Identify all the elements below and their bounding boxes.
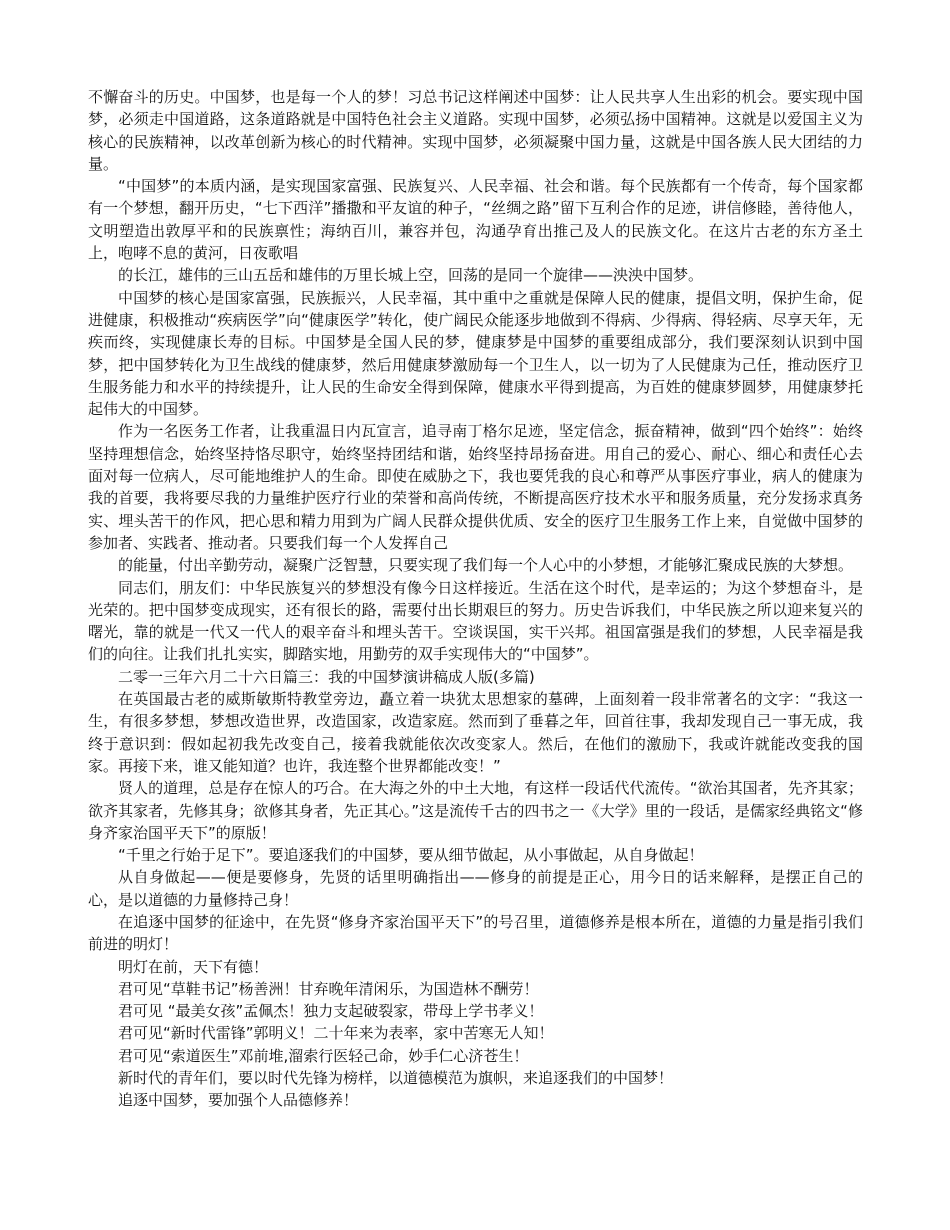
paragraph: 不懈奋斗的历史。中国梦，也是每一个人的梦！习总书记这样阐述中国梦：让人民共享人生出彩的机会。要实现中国梦，必须走中国道路，这条道路就是中国特色社会主义道路。实现中国梦，必须弘扬中国精神。这就是以爱国主义为核心的民族精神，以改革创新为核心的时代精神。实现中国梦，必须凝聚中国力量，这就是中国各族人民大团结的力量。 (88, 88, 863, 173)
paragraph: 的能量，付出辛勤劳动，凝聚广泛智慧，只要实现了我们每一个人心中的小梦想，才能够汇聚成民族的大梦想。 (118, 556, 854, 575)
paragraph: 在追逐中国梦的征途中，在先贤“修身齐家治国平天下”的号召里，道德修养是根本所在，道德的力量是指引我们前进的明灯！ (88, 912, 863, 954)
paragraph: 从自身做起——便是要修身，先贤的话里明确指出——修身的前提是正心，用今日的话来解释，是摆正自己的心，是以道德的力量修持己身！ (88, 868, 863, 909)
paragraph: 明灯在前，天下有德！ (118, 957, 269, 976)
paragraph: 君可见“草鞋书记”杨善洲！甘弃晚年清闲乐，为国造林不酬劳！ (118, 979, 539, 998)
paragraph: “千里之行始于足下”。要追逐我们的中国梦，要从细节做起，从小事做起，从自身做起！ (118, 846, 704, 865)
paragraph: 君可见 “最美女孩”孟佩杰！独力支起破裂家，带母上学书孝义！ (118, 1002, 544, 1021)
paragraph: 同志们，朋友们：中华民族复兴的梦想没有像今日这样接近。生活在这个时代，是幸运的；为这个梦想奋斗，是光荣的。把中国梦变成现实，还有很长的路，需要付出长期艰巨的努力。历史告诉我们，中华民族之所以迎来复兴的曙光，靠的就是一代又一代人的艰辛奋斗和埋头苦干。空谈误国，实干兴邦。祖国富强是我们的梦想，人民幸福是我们的向往。让我们扎扎实实，脚踏实地，用勤劳的双手实现伟大的“中国梦”。 (88, 578, 863, 664)
paragraph: 的长江，雄伟的三山五岳和雄伟的万里长城上空，回荡的是同一个旋律——泱泱中国梦。 (118, 266, 704, 285)
paragraph: 作为一名医务工作者，让我重温日内瓦宣言，追寻南丁格尔足迹，坚定信念，振奋精神，做到“四个始终”：始终坚持理想信念，始终坚持恪尽职守，始终坚持团结和谐，始终坚持昂扬奋进。用自己的爱心、耐心、细心和责任心去面对每一位病人，尽可能地维护人的生命。即使在威胁之下，我也要凭我的良心和尊严从事医疗事业，病人的健康为我的首要，我将要尽我的力量维护医疗行业的荣誉和高尚传统，不断提高医疗技术水平和服务质量，充分发扬求真务实、埋头苦干的作风，把心思和精力用到为广阔人民群众提供优质、安全的医疗卫生服务工作上来，自觉做中国梦的参加者、实践者、推动者。只要我们每一个人发挥自己 (88, 422, 863, 552)
paragraph: 在英国最古老的威斯敏斯特教堂旁边，矗立着一块犹太思想家的墓碑，上面刻着一段非常著名的文字：“我这一生，有很多梦想，梦想改造世界，改造国家，改造家庭。然而到了垂暮之年，回首往事，我却发现自己一事无成，我终于意识到：假如起初我先改变自己，接着我就能依次改变家人。然后，在他们的激励下，我或许就能改变我的国家。再接下来，谁又能知道？也许，我连整个世界都能改变！” (88, 690, 863, 775)
paragraph: 追逐中国梦，要加强个人品德修养！ (118, 1091, 359, 1110)
paragraph: 贤人的道理，总是存在惊人的巧合。在大海之外的中土大地，有这样一段话代代流传。“欲治其国者，先齐其家；欲齐其家者，先修其身；欲修其身者，先正其心。”这是流传千古的四书之一《大学》里的一段话，是儒家经典铭文“修身齐家治国平天下”的原版！ (88, 779, 863, 842)
paragraph: 新时代的青年们，要以时代先锋为榜样，以道德模范为旗帜，来追逐我们的中国梦！ (118, 1069, 674, 1088)
paragraph: 君可见“新时代雷锋”郭明义！二十年来为表率，家中苦寒无人知！ (118, 1024, 554, 1043)
document-body (88, 86, 863, 1112)
paragraph: 君可见“索道医生”邓前堆,溜索行医轻己命，妙手仁心济苍生！ (118, 1046, 529, 1065)
paragraph: “中国梦”的本质内涵，是实现国家富强、民族复兴、人民幸福、社会和谐。每个民族都有一个传奇，每个国家都有一个梦想，翻开历史，“七下西洋”播撒和平友谊的种子，“丝绸之路”留下互利合作的足迹，讲信修睦，善待他人，文明塑造出敦厚平和的民族禀性；海纳百川，兼容并包，沟通孕育出推己及人的民族文化。在这片古老的东方圣土上，咆哮不息的黄河，日夜歌唱 (88, 177, 863, 263)
paragraph: 中国梦的核心是国家富强，民族振兴，人民幸福，其中重中之重就是保障人民的健康，提倡文明，保护生命，促进健康，积极推动“疾病医学”向“健康医学”转化，使广阔民众能逐步地做到不得病、少得病、得轻病、尽享天年，无疾而终，实现健康长寿的目标。中国梦是全国人民的梦，健康梦是中国梦的重要组成部分，我们要深刻认识到中国梦，把中国梦转化为卫生战线的健康梦，然后用健康梦激励每一个卫生人，以一切为了人民健康为己任，推动医疗卫生服务能力和水平的持续提升，让人民的生命安全得到保障，健康水平得到提高，为百姓的健康梦圆梦，用健康梦托起伟大的中国梦。 (88, 288, 863, 419)
section-heading: 二零一三年六月二十六日篇三：我的中国梦演讲稿成人版(多篇) (118, 667, 535, 686)
